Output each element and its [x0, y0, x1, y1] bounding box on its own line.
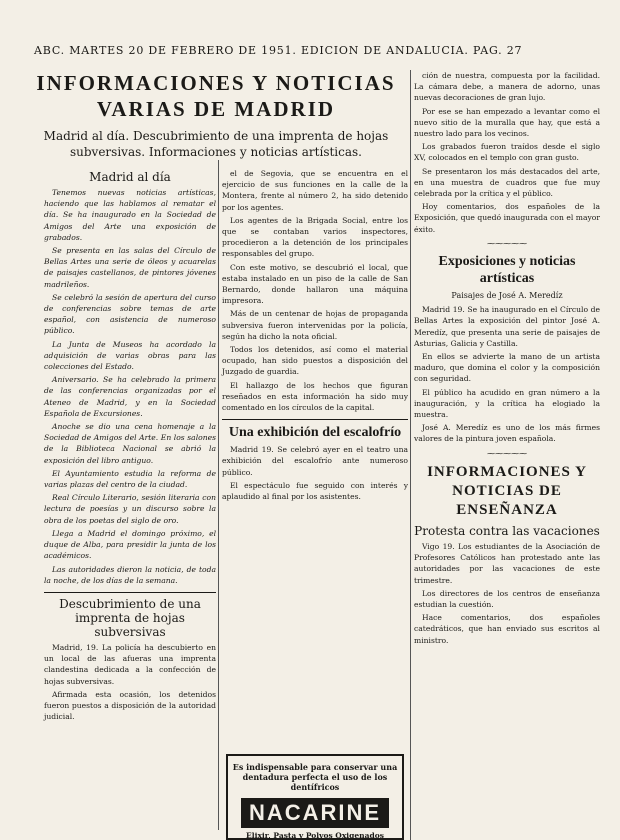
paragraph: El público ha acudido en gran número a la inauguración, y la crítica ha elogiado la muestra.: [414, 387, 600, 420]
section-title-exposiciones: Exposiciones y noticias artísticas: [438, 254, 576, 287]
paragraph: Se celebró la sesión de apertura del curso de conferencias sobre temas de arte español, con asistencia de numeroso público.: [44, 292, 216, 336]
paragraph: Se presentaron los más destacados del arte, en una muestra de cuadros que fue muy celebrada por la crítica y el público.: [414, 166, 600, 199]
paragraph: Aniversario. Se ha celebrado la primera de las conferencias organizadas por el Ateneo de Madrid, y en la Sociedad Española de Excursiones.: [44, 375, 216, 418]
column-rule: [410, 70, 411, 840]
column-3: [414, 70, 600, 648]
paragraph: Llega a Madrid el domingo próximo, el duque de Alba, para presidir la junta de los académicos.: [44, 528, 216, 561]
paragraph: Hoy comentarios, dos españoles de la Exposición, que quedó inaugurada con el mayor éxito.: [414, 202, 600, 234]
divider: [44, 592, 216, 593]
page-header: ABC. MARTES 20 DE FEBRERO DE 1951. EDICION DE ANDALUCIA. PAG. 27: [34, 44, 523, 57]
paragraph: Afirmada esta ocasión, los detenidos fueron puestos a disposición de la autoridad judicial.: [44, 689, 216, 722]
paragraph: Con este motivo, se descubrió el local, que estaba instalado en un piso de la calle de San Bernardo, donde hallaron una máquina impresora.: [222, 262, 408, 306]
subheadline: Madrid al día. Descubrimiento de una imprenta de hojas subversivas. Informaciones y noticias artísticas.: [43, 129, 389, 159]
paragraph: Todos los detenidos, así como el material ocupado, han sido puestos a disposición del Juzgado de guardia.: [222, 345, 408, 377]
subsection-title-protesta: Protesta contra las vacaciones: [414, 523, 600, 538]
paragraph: Real Círculo Literario, sesión literaria con lectura de poesías y un discurso sobre la obra de los poetas del siglo de oro.: [44, 493, 216, 525]
paragraph: Los grabados fueron traídos desde el siglo XV, colocados en el templo con gran gusto.: [414, 142, 600, 163]
paragraph: Los agentes de la Brigada Social, entre los que se contaban varios inspectores, procedieron a la detención de los principales responsables del grupo.: [222, 215, 408, 259]
paragraph: Madrid 19. Se ha inaugurado en el Círculo de Bellas Artes la exposición del pintor José A. Meredíz, que presenta una serie de paisajes de Asturias, Galicia y Castilla.: [414, 305, 600, 348]
main-headline: INFORMACIONES Y NOTICIAS VARIAS DE MADRID: [36, 71, 396, 121]
paragraph: ción de nuestra, compuesta por la facilidad. La cámara debe, a manera de adorno, unas nuevas decoraciones de gran lujo.: [414, 71, 600, 103]
paragraph: Hace comentarios, dos españoles catedráticos, que han enviado sus escritos al ministro.: [414, 613, 600, 645]
paragraph: Por ese se han empezado a levantar como el nuevo sitio de la muralla que hay, que está a nuestro lado para los vecinos.: [414, 106, 600, 139]
paragraph: Madrid, 19. La policía ha descubierto en un local de las afueras una imprenta clandestina dedicada a la confección de hojas subversivas.: [44, 642, 216, 686]
section-title-exhibicion: Una exhibición del escalofrío: [228, 425, 402, 441]
paragraph: Anoche se dio una cena homenaje a la Sociedad de Amigos del Arte. En los salones de la Biblioteca Nacional se abrió la exposición del libro antiguo.: [44, 422, 216, 465]
paragraph: Vigo 19. Los estudiantes de la Asociación de Profesores Católicos han protestado ante las autoridades por las vacaciones de este trimestre.: [414, 541, 600, 585]
paragraph: El hallazgo de los hechos que figuran reseñados en esta información ha sido muy comentado en los círculos de la capital.: [222, 380, 408, 413]
paragraph: El Ayuntamiento estudia la reforma de varias plazas del centro de la ciudad.: [44, 468, 216, 490]
paragraph: Madrid 19. Se celebró ayer en el teatro una exhibición del escalofrío ante numeroso público.: [222, 445, 408, 477]
column-2: [222, 168, 408, 504]
section-title-madrid-al-dia: Madrid al día: [89, 170, 171, 184]
paragraph: Se presenta en las salas del Círculo de Bellas Artes una serie de óleos y acuarelas de paisajes castellanos, de pintores jóvenes madrileños.: [44, 246, 216, 289]
paragraph: José A. Meredíz es uno de los más firmes valores de la pintura joven española.: [414, 423, 600, 444]
paragraph: En ellos se advierte la mano de un artista maduro, que domina el color y la composición con seguridad.: [414, 352, 600, 384]
divider: [222, 419, 408, 420]
section-title-imprenta: Descubrimiento de una imprenta de hojas subversivas: [59, 596, 201, 639]
paragraph: Más de un centenar de hojas de propaganda subversiva fueron intervenidas por la policía, según ha dicho la nota oficial.: [222, 309, 408, 341]
byline: Paisajes de José A. Meredíz: [451, 291, 563, 301]
paragraph: el de Segovia, que se encuentra en el ejercicio de sus funciones en la calle de la Montera, frente al número 2, ha sido detenido por los agentes.: [222, 169, 408, 212]
paragraph: Tenemos nuevas noticias artísticas, haciendo que las hablamos al rematar el día. Se ha inaugurado en la Sociedad de Amigos del Arte una exposición de grabados.: [44, 188, 216, 242]
paragraph: El espectáculo fue seguido con interés y aplaudido al final por los asistentes.: [222, 480, 408, 502]
paragraph: La Junta de Museos ha acordado la adquisición de varias obras para las colecciones del Estado.: [44, 339, 216, 372]
paragraph: Las autoridades dieron la noticia, de toda la noche, de los días de la semana.: [44, 564, 216, 585]
section-title-ensenanza: INFORMACIONES Y NOTICIAS DE ENSEÑANZA: [427, 463, 587, 518]
ornament-divider: ⁓⁓⁓⁓⁓: [487, 448, 527, 458]
ad-text: Es indispensable para conservar una dentadura perfecta el uso de los dentífricos: [232, 762, 398, 792]
ad-subtext: Elixir, Pasta y Polvos Oxigenados: [246, 831, 384, 840]
paragraph: Los directores de los centros de enseñanza estudian la cuestión.: [414, 588, 600, 609]
column-rule: [218, 160, 219, 830]
column-1: [44, 170, 216, 724]
advertisement-nacarine: [226, 754, 404, 840]
ornament-divider: ⁓⁓⁓⁓⁓: [487, 238, 527, 248]
ad-brand: NACARINE: [241, 798, 389, 828]
